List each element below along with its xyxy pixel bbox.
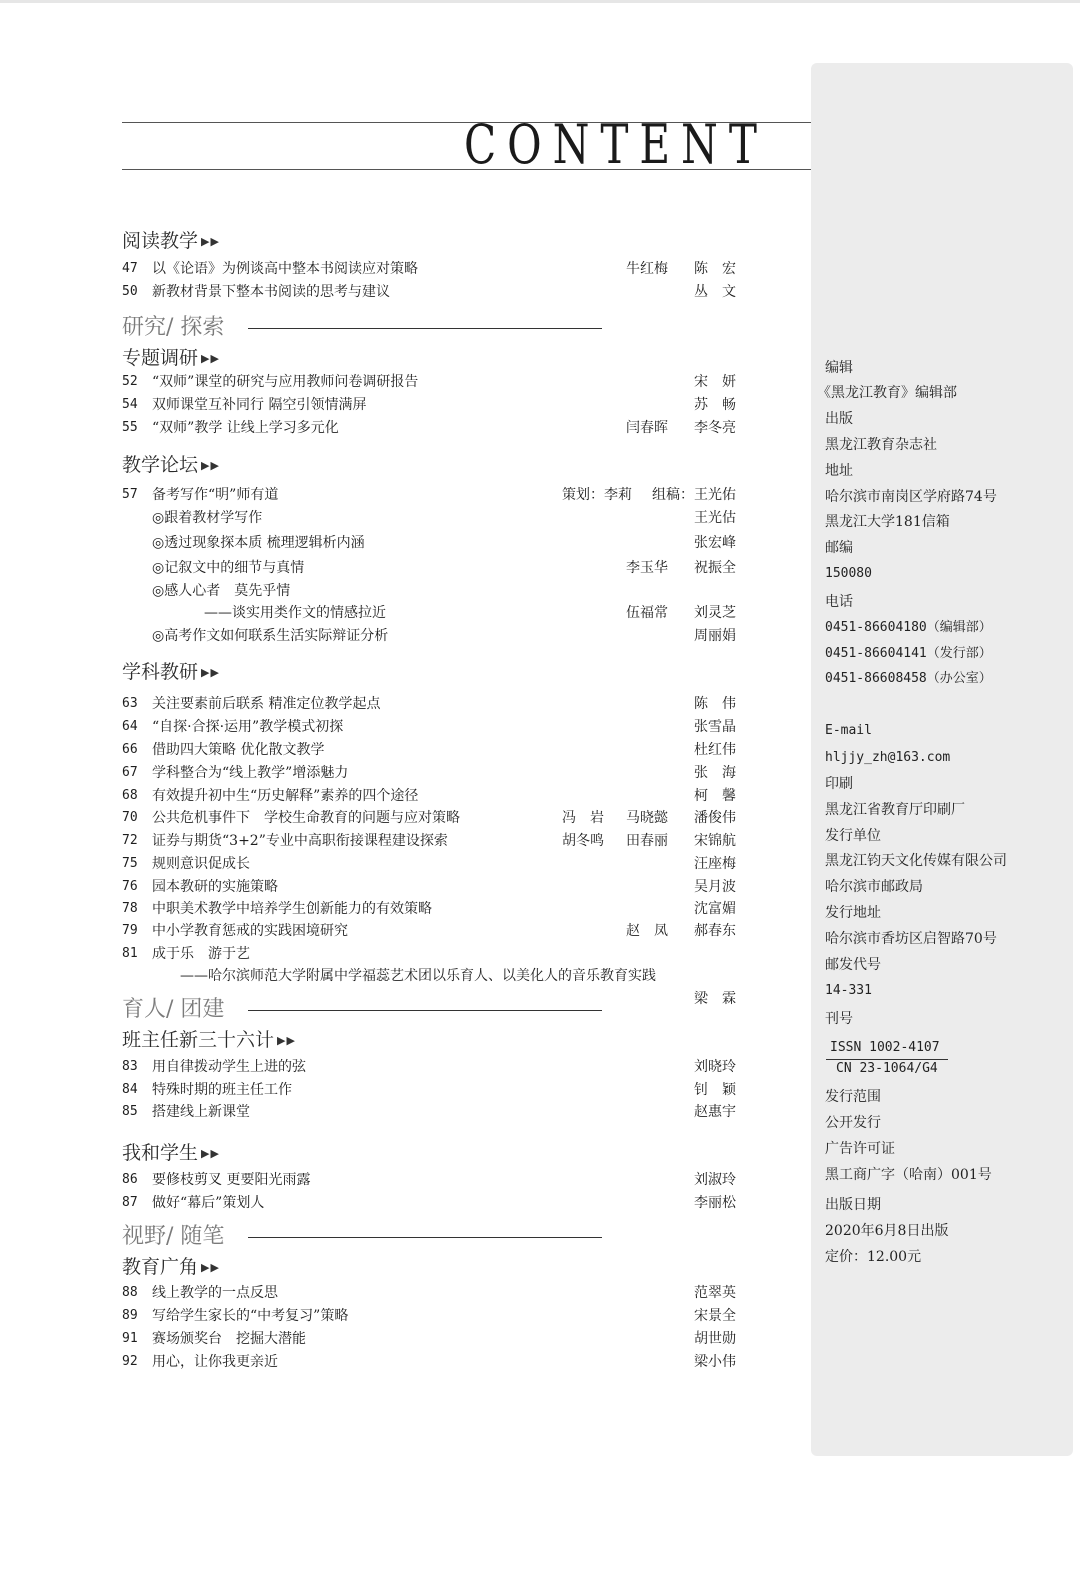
page-number: 81 (122, 946, 138, 961)
masthead-label: 广告许可证 (825, 1141, 895, 1157)
group-rule (248, 1237, 602, 1238)
author: 刘淑玲 (694, 1172, 736, 1188)
toc-entry[interactable] (122, 762, 736, 784)
masthead-value: 黑龙江省教育厅印刷厂 (825, 802, 965, 818)
masthead-value: ISSN 1002-4107 (830, 1040, 940, 1055)
page-number: 89 (122, 1308, 138, 1323)
toc-entry[interactable] (122, 739, 736, 761)
author: 李玉华 (626, 560, 668, 576)
page-number: 76 (122, 879, 138, 894)
section-heading: 教育广角 ▶▶ (122, 1256, 220, 1278)
article-title: 特殊时期的班主任工作 (152, 1082, 292, 1098)
group-heading-research: 研究/ 探索 (122, 315, 225, 340)
group-heading-education: 育人/ 团建 (122, 997, 225, 1022)
page-number: 64 (122, 719, 138, 734)
masthead-value: 2020年6月8日出版 (825, 1223, 949, 1239)
toc-entry[interactable] (122, 876, 736, 898)
article-title: 用心，让你我更亲近 (152, 1354, 278, 1370)
toc-entry[interactable] (122, 693, 736, 715)
arrow-icon: ▶▶ (277, 1034, 296, 1047)
toc-entry[interactable] (122, 602, 736, 624)
masthead-value: 黑龙江钧天文化传媒有限公司 (825, 853, 1007, 869)
article-title: 学科整合为“线上教学”增添魅力 (152, 765, 349, 781)
author: 梁 霖 (694, 991, 736, 1007)
author: 马晓懿 (626, 810, 668, 826)
masthead-value: 公开发行 (825, 1115, 881, 1131)
toc-entry[interactable] (122, 830, 736, 852)
toc-entry[interactable] (122, 371, 736, 393)
article-title: 公共危机事件下 学校生命教育的问题与应对策略 (152, 810, 460, 826)
author: 梁小伟 (694, 1354, 736, 1370)
article-title: 要修枝剪叉 更要阳光雨露 (152, 1172, 311, 1188)
toc-entry[interactable] (122, 965, 736, 987)
author: 宋景全 (694, 1308, 736, 1324)
author: 牛红梅 (626, 261, 668, 277)
toc-entry[interactable] (122, 1282, 736, 1304)
article-title: 中小学教育惩戒的实践困境研究 (152, 923, 348, 939)
author: 刘晓玲 (694, 1059, 736, 1075)
page-number: 72 (122, 833, 138, 848)
author: 伍福常 (626, 605, 668, 621)
masthead-label: 电话 (825, 594, 853, 610)
toc-entry[interactable] (122, 258, 736, 280)
toc-entry[interactable] (122, 580, 736, 602)
toc-entry[interactable] (122, 1192, 736, 1214)
masthead-value: 定价：12.00元 (825, 1249, 922, 1265)
masthead-label: 发行范围 (825, 1089, 881, 1105)
author: 胡世勋 (694, 1331, 736, 1347)
masthead-value: 0451-86608458（办公室） (825, 671, 992, 686)
article-title: 以《论语》为例谈高中整本书阅读应对策略 (152, 261, 418, 277)
author: 周丽娟 (694, 628, 736, 644)
page-number: 83 (122, 1059, 138, 1074)
author: 闫春晖 (626, 420, 668, 436)
toc-entry[interactable] (122, 625, 736, 647)
toc-entry[interactable] (122, 484, 736, 506)
article-title: 线上教学的一点反思 (152, 1285, 278, 1301)
section-heading: 阅读教学 ▶▶ (122, 230, 220, 252)
masthead-value: 0451-86604141（发行部） (825, 646, 992, 661)
toc-entry[interactable] (122, 1101, 736, 1123)
article-title: 备考写作“明”师有道 (152, 487, 279, 503)
page-number: 66 (122, 742, 138, 757)
article-title: 写给学生家长的“中考复习”策略 (152, 1308, 349, 1324)
author: 柯 馨 (694, 788, 736, 804)
arrow-icon: ▶▶ (201, 459, 220, 472)
group-heading-vision: 视野/ 随笔 (122, 1224, 225, 1249)
page-number: 92 (122, 1354, 138, 1369)
toc-entry[interactable] (122, 716, 736, 738)
author: 田春丽 (626, 833, 668, 849)
article-title: “自探·合探·运用”教学模式初探 (152, 719, 344, 735)
page-number: 87 (122, 1195, 138, 1210)
author: 范翠英 (694, 1285, 736, 1301)
group-rule (248, 328, 602, 329)
author: 组稿：王光佑 (652, 487, 736, 503)
author: 策划：李莉 (562, 487, 632, 503)
arrow-icon: ▶▶ (201, 1147, 220, 1160)
author: 汪座梅 (694, 856, 736, 872)
article-title: “双师”课堂的研究与应用教师问卷调研报告 (152, 374, 419, 390)
toc-entry[interactable] (122, 1351, 736, 1373)
arrow-icon: ▶▶ (201, 666, 220, 679)
toc-entry[interactable] (122, 1056, 736, 1078)
masthead-label: 出版 (825, 411, 853, 427)
page-number: 78 (122, 901, 138, 916)
author: 陈 伟 (694, 696, 736, 712)
toc-entry[interactable] (122, 507, 736, 529)
masthead-label: 邮发代号 (825, 957, 881, 973)
toc-entry[interactable] (122, 557, 736, 579)
email-link[interactable]: hljjy_zh@163.com (825, 750, 951, 765)
author: 丛 文 (694, 284, 736, 300)
author: 胡冬鸣 (562, 833, 604, 849)
page-number: 67 (122, 765, 138, 780)
section-heading: 学科教研 ▶▶ (122, 661, 220, 683)
author: 陈 宏 (694, 261, 736, 277)
toc-entry[interactable] (122, 281, 736, 303)
author: 张雪晶 (694, 719, 736, 735)
masthead-value: 哈尔滨市邮政局 (825, 879, 923, 895)
page-number: 70 (122, 810, 138, 825)
page-number: 54 (122, 397, 138, 412)
article-title: 有效提升初中生“历史解释”素养的四个途径 (152, 788, 419, 804)
masthead-label: 出版日期 (825, 1197, 881, 1213)
arrow-icon: ▶▶ (201, 352, 220, 365)
masthead-value: 黑龙江大学181信箱 (825, 514, 950, 530)
page-number: 50 (122, 284, 138, 299)
masthead-value: 150080 (825, 566, 872, 581)
author: 冯 岩 (562, 810, 604, 826)
toc-entry[interactable] (122, 853, 736, 875)
page-number: 79 (122, 923, 138, 938)
masthead-label: 发行地址 (825, 905, 881, 921)
page-number: 47 (122, 261, 138, 276)
group-rule (248, 1010, 602, 1011)
article-subtitle: ——谈实用类作文的情感拉近 (204, 605, 386, 621)
author: 郝春东 (694, 923, 736, 939)
arrow-icon: ▶▶ (201, 1261, 220, 1274)
toc-entry[interactable] (122, 988, 736, 1010)
toc-entry[interactable] (122, 785, 736, 807)
toc-entry[interactable] (122, 1169, 736, 1191)
toc-entry[interactable] (122, 1305, 736, 1327)
page-number: 52 (122, 374, 138, 389)
article-title: 园本教研的实施策略 (152, 879, 278, 895)
author: 赵 凤 (626, 923, 668, 939)
article-title: 做好“幕后”策划人 (152, 1195, 265, 1211)
masthead-label: 发行单位 (825, 828, 881, 844)
toc-entry[interactable] (122, 920, 736, 942)
masthead-label: 地址 (825, 463, 853, 479)
author: 宋 妍 (694, 374, 736, 390)
article-title: 规则意识促成长 (152, 856, 250, 872)
toc-entry[interactable] (122, 532, 736, 554)
article-title: 借助四大策略 优化散文教学 (152, 742, 325, 758)
page-title: CONTENT (464, 113, 768, 176)
article-title: “双师”教学 让线上学习多元化 (152, 420, 339, 436)
article-title: 中职美术教学中培养学生创新能力的有效策略 (152, 901, 432, 917)
page-number: 55 (122, 420, 138, 435)
toc-entry[interactable] (122, 943, 736, 965)
masthead-label: 编辑 (825, 360, 853, 376)
author: 张宏峰 (694, 535, 736, 551)
page-number: 68 (122, 788, 138, 803)
section-heading: 我和学生 ▶▶ (122, 1142, 220, 1164)
masthead-label: 印刷 (825, 776, 853, 792)
author: 苏 畅 (694, 397, 736, 413)
section-heading: 专题调研 ▶▶ (122, 347, 220, 369)
masthead-value: 哈尔滨市南岗区学府路74号 (825, 489, 997, 505)
masthead-value: 黑龙江教育杂志社 (825, 437, 937, 453)
toc-entry[interactable] (122, 1079, 736, 1101)
masthead-value: CN 23-1064/G4 (836, 1061, 938, 1076)
article-title: 证券与期货“3+2”专业中高职衔接课程建设探索 (152, 833, 448, 849)
article-subtitle: ——哈尔滨师范大学附属中学福蕊艺术团以乐育人、以美化人的音乐教育实践 (180, 968, 656, 984)
section-heading: 班主任新三十六计 ▶▶ (122, 1029, 296, 1051)
author: 潘俊伟 (694, 810, 736, 826)
author: 李丽松 (694, 1195, 736, 1211)
article-title: 关注要素前后联系 精准定位教学起点 (152, 696, 381, 712)
author: 杜红伟 (694, 742, 736, 758)
page-number: 63 (122, 696, 138, 711)
page-number: 86 (122, 1172, 138, 1187)
section-heading: 教学论坛 ▶▶ (122, 454, 220, 476)
article-title: ◎跟着教材学写作 (152, 510, 263, 526)
toc-entry[interactable] (122, 898, 736, 920)
article-title: ◎高考作文如何联系生活实际辩证分析 (152, 628, 389, 644)
masthead-value: 14-331 (825, 983, 872, 998)
author: 吴月波 (694, 879, 736, 895)
author: 王光估 (694, 510, 736, 526)
author: 赵惠宇 (694, 1104, 736, 1120)
top-edge (0, 0, 1080, 3)
author: 钊 颖 (694, 1082, 736, 1098)
author: 祝振全 (694, 560, 736, 576)
toc-entry[interactable] (122, 807, 736, 829)
article-title: ◎感人心者 莫先乎情 (152, 583, 291, 599)
page-number: 88 (122, 1285, 138, 1300)
toc-entry[interactable] (122, 394, 736, 416)
author: 刘灵芝 (694, 605, 736, 621)
author: 宋锦航 (694, 833, 736, 849)
arrow-icon: ▶▶ (201, 235, 220, 248)
toc-entry[interactable] (122, 1328, 736, 1350)
masthead-value: 黑工商广字（哈南）001号 (825, 1167, 992, 1183)
author: 张 海 (694, 765, 736, 781)
masthead-label: 刊号 (825, 1011, 853, 1027)
author: 沈富媚 (694, 901, 736, 917)
page-number: 57 (122, 487, 138, 502)
masthead-value: 《黑龙江教育》编辑部 (817, 385, 957, 401)
article-title: 新教材背景下整本书阅读的思考与建议 (152, 284, 390, 300)
page-number: 91 (122, 1331, 138, 1346)
masthead-label: E-mail (825, 723, 872, 738)
article-title: ◎透过现象探本质 梳理逻辑析内涵 (152, 535, 365, 551)
article-title: 赛场颁奖台 挖掘大潜能 (152, 1331, 306, 1347)
masthead-value: 0451-86604180（编辑部） (825, 620, 992, 635)
toc-entry[interactable] (122, 417, 736, 439)
article-title: 双师课堂互补同行 隔空引领情满屏 (152, 397, 367, 413)
page-number: 85 (122, 1104, 138, 1119)
masthead-label: 邮编 (825, 540, 853, 556)
masthead-value: 哈尔滨市香坊区启智路70号 (825, 931, 997, 947)
article-title: 搭建线上新课堂 (152, 1104, 250, 1120)
article-title: 用自律拨动学生上进的弦 (152, 1059, 306, 1075)
page-number: 84 (122, 1082, 138, 1097)
page-number: 75 (122, 856, 138, 871)
article-title: 成于乐 游于艺 (152, 946, 250, 962)
article-title: ◎记叙文中的细节与真情 (152, 560, 305, 576)
author: 李冬亮 (694, 420, 736, 436)
